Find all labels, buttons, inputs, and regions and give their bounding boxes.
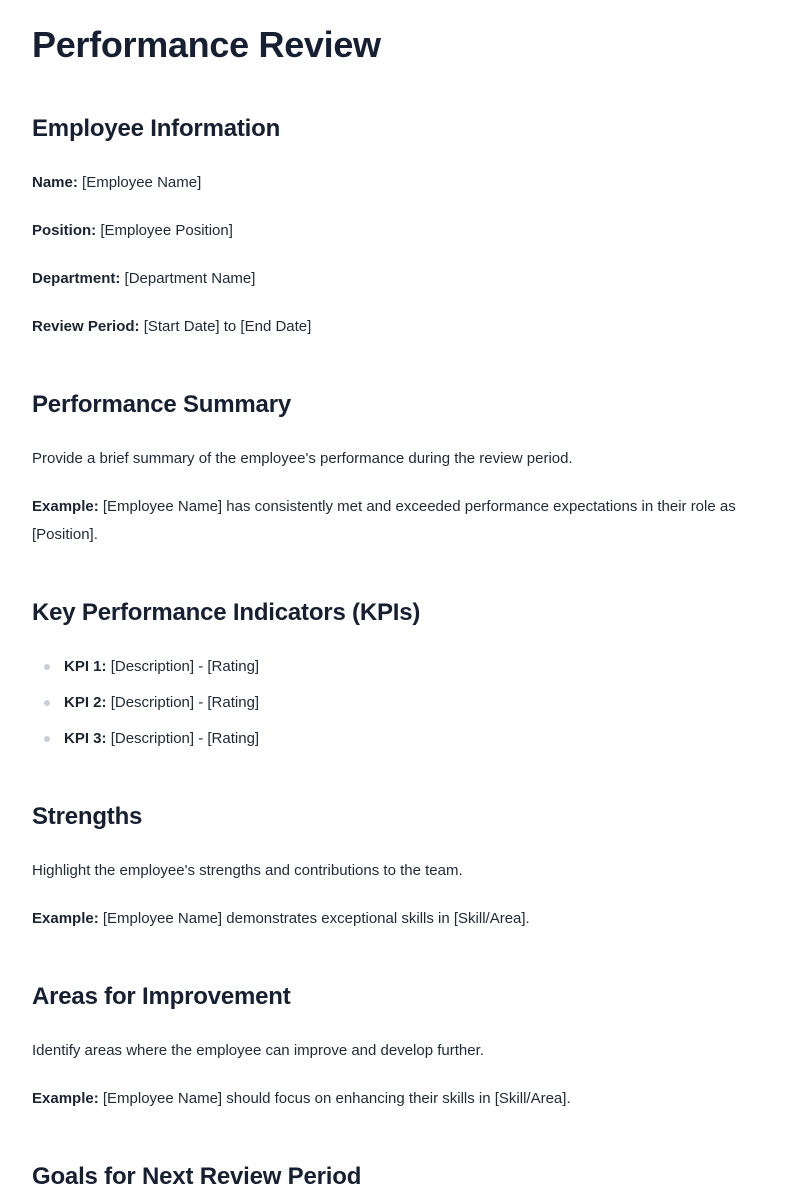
list-item [32, 725, 768, 753]
goals-section [32, 1162, 768, 1192]
kpi-label: KPI 2: [64, 694, 107, 711]
field-position-value: [Employee Position] [100, 222, 233, 239]
kpi-value: [Description] - [Rating] [110, 730, 260, 747]
kpi-label: KPI 1: [64, 658, 107, 675]
example-text: [Employee Name] should focus on enhancing their skills in [Skill/Area]. [102, 1090, 571, 1107]
example-text: [Employee Name] demonstrates exceptional skills in [Skill/Area]. [102, 910, 530, 927]
list-item [32, 653, 768, 681]
kpi-label: KPI 3: [64, 730, 107, 747]
bullet-icon [44, 736, 50, 742]
field-position [32, 217, 768, 245]
field-name-label: Name: [32, 174, 78, 191]
performance-summary-section [32, 390, 768, 549]
strengths-example [32, 905, 768, 933]
kpi-value: [Description] - [Rating] [110, 658, 260, 675]
goals-heading: Goals for Next Review Period [32, 1163, 362, 1190]
field-name [32, 169, 768, 197]
employee-info-heading: Employee Information [32, 115, 281, 142]
field-department-label: Department: [32, 270, 121, 287]
list-item [32, 689, 768, 717]
kpi-list [32, 653, 768, 753]
field-review-period [32, 313, 768, 341]
field-department-value: [Department Name] [124, 270, 256, 287]
employee-info-section [32, 114, 768, 341]
example-label: Example: [32, 498, 99, 515]
field-department [32, 265, 768, 293]
improvement-section [32, 982, 768, 1113]
kpi-value: [Description] - [Rating] [110, 694, 260, 711]
improvement-heading: Areas for Improvement [32, 983, 291, 1010]
strengths-heading: Strengths [32, 803, 143, 830]
field-review-period-label: Review Period: [32, 318, 140, 335]
kpi-section [32, 598, 768, 753]
bullet-icon [44, 664, 50, 670]
field-review-period-value: [Start Date] to [End Date] [143, 318, 312, 335]
bullet-icon [44, 700, 50, 706]
example-text: [Employee Name] has consistently met and exceeded performance expectations in their role as [Position]. [32, 498, 736, 543]
example-label: Example: [32, 910, 99, 927]
performance-summary-example [32, 493, 768, 549]
strengths-section [32, 802, 768, 933]
page-title: Performance Review [32, 24, 381, 65]
field-position-label: Position: [32, 222, 97, 239]
strengths-description: Highlight the employee's strengths and contributions to the team. [32, 862, 463, 879]
improvement-description: Identify areas where the employee can improve and develop further. [32, 1042, 484, 1059]
example-label: Example: [32, 1090, 99, 1107]
performance-summary-description: Provide a brief summary of the employee's performance during the review period. [32, 450, 573, 467]
improvement-example [32, 1085, 768, 1113]
field-name-value: [Employee Name] [82, 174, 202, 191]
performance-summary-heading: Performance Summary [32, 391, 291, 418]
kpi-heading: Key Performance Indicators (KPIs) [32, 599, 421, 626]
